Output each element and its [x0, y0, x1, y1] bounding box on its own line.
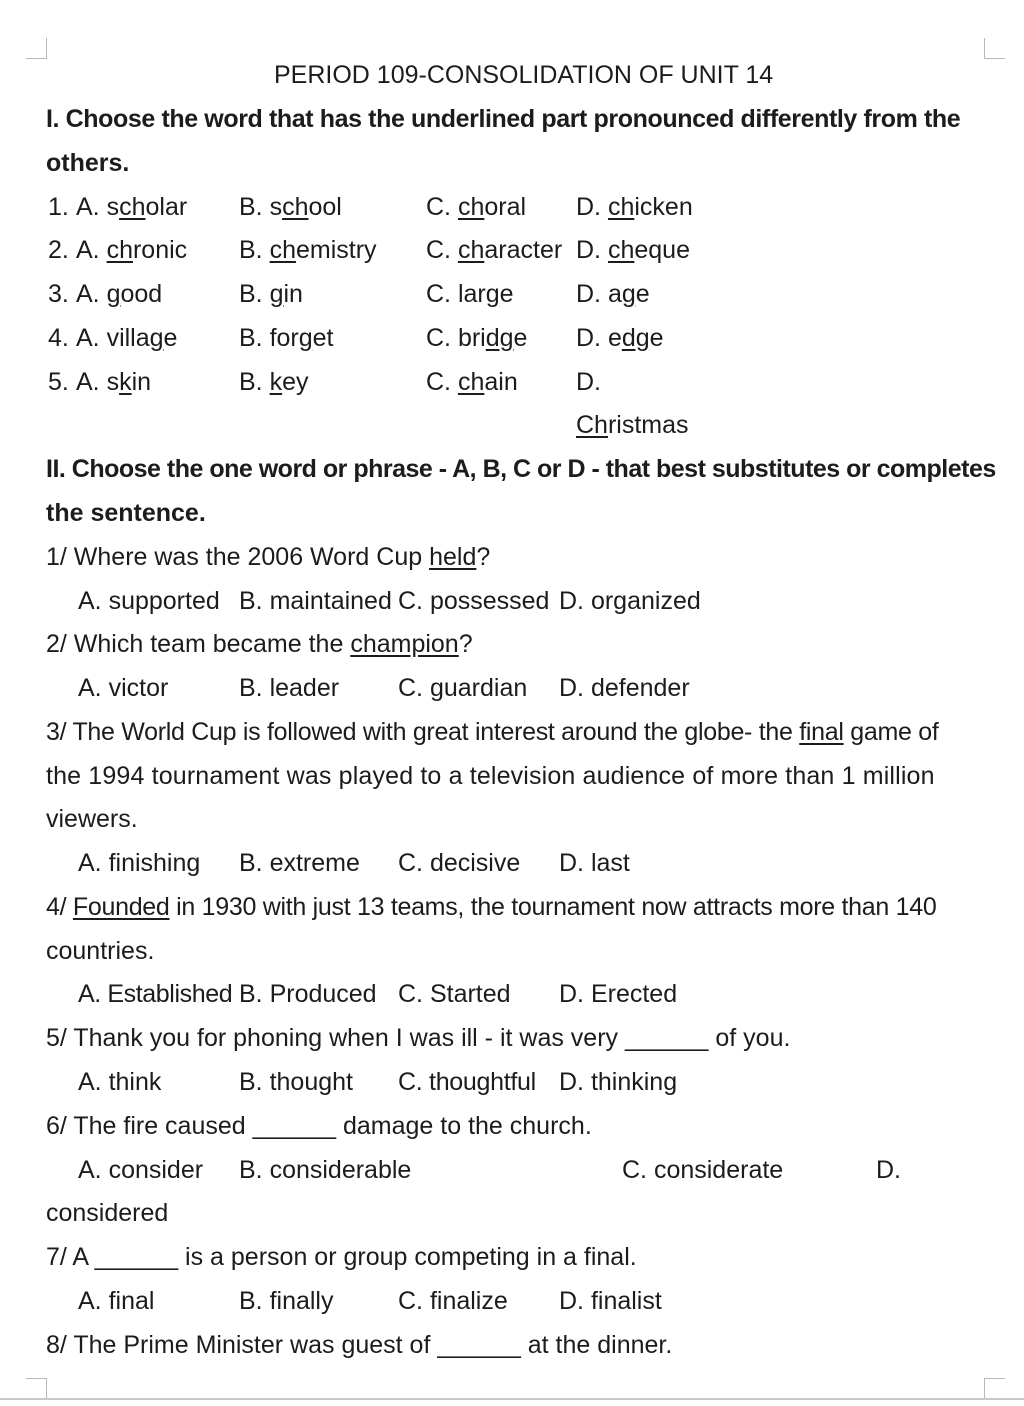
- question-3: [46, 717, 938, 747]
- word-part: ey: [282, 368, 309, 396]
- row3-option-a: [76, 279, 162, 309]
- word-part: e: [163, 324, 178, 352]
- word-part: B. for: [239, 324, 299, 352]
- row5-option-d-cont: [576, 410, 689, 440]
- word-part: B.: [239, 236, 270, 264]
- underlined-part: g: [621, 280, 636, 308]
- q-text: 3/ The World Cup is followed with great interest around the globe- the: [46, 718, 800, 746]
- row3-option-c: [426, 279, 514, 309]
- corner-mark-bottom-left: [26, 1378, 47, 1399]
- word-part: B.: [239, 280, 270, 308]
- q5-option-d: D. thinking: [559, 1068, 678, 1096]
- q1-option-d: D. organized: [559, 587, 701, 615]
- section1-heading: I. Choose the word that has the underlined part pronounced differently from the: [46, 105, 961, 133]
- word-part: in: [283, 280, 303, 308]
- underlined-part: ch: [457, 193, 485, 221]
- question-3-line3: viewers.: [46, 805, 138, 833]
- item-number: 2.: [48, 236, 69, 264]
- word-part: olar: [145, 193, 188, 221]
- underlined-part: dg: [621, 324, 650, 352]
- q-text-end: of you.: [708, 1024, 791, 1052]
- underlined-part: ch: [457, 368, 485, 396]
- underlined-part: g: [269, 280, 284, 308]
- word-part: et: [312, 324, 334, 352]
- question-2: [46, 629, 473, 659]
- row5-option-a: [76, 367, 151, 397]
- underlined-part: ch: [269, 236, 296, 264]
- answer-blank: ______: [624, 1024, 709, 1052]
- answer-blank: ______: [252, 1112, 337, 1140]
- q4-option-c: C. Started: [398, 980, 511, 1008]
- q-text-end: ?: [458, 630, 473, 658]
- word-part: A.: [76, 280, 107, 308]
- q7-option-d: D. finalist: [559, 1287, 662, 1315]
- q7-option-a: A. final: [78, 1287, 155, 1315]
- word-part: e: [649, 324, 664, 352]
- page-title: PERIOD 109-CONSOLIDATION OF UNIT 14: [274, 61, 774, 89]
- section2-heading: II. Choose the one word or phrase - A, B, C or D - that best substitutes or completes: [46, 455, 996, 483]
- question-3-line2: the 1994 tournament was played to a television audience of more than 1 million: [46, 762, 935, 790]
- q-text-end: ?: [476, 543, 491, 571]
- q6-option-a: A. consider: [78, 1156, 204, 1184]
- word-part: ood: [120, 280, 163, 308]
- q-text: 7/ A: [46, 1243, 95, 1271]
- word-part: A. s: [76, 368, 120, 396]
- row4-option-b: [239, 323, 334, 353]
- word-part: ool: [308, 193, 342, 221]
- item-number: 3.: [48, 280, 69, 308]
- question-7: [46, 1242, 637, 1272]
- q1-option-b: B. maintained: [239, 587, 392, 615]
- underlined-part: dg: [485, 324, 514, 352]
- underlined-part: g: [106, 280, 121, 308]
- q-text-end: is a person or group competing in a final.: [178, 1243, 637, 1271]
- underlined-part: g: [298, 324, 313, 352]
- word-part: D.: [576, 236, 608, 264]
- word-part: ronic: [132, 236, 188, 264]
- q4-option-b: B. Produced: [239, 980, 377, 1008]
- row4-option-d: [576, 323, 664, 353]
- word-part: B. s: [239, 193, 283, 221]
- row2-option-b: [239, 235, 377, 265]
- underlined-part: k: [269, 368, 283, 396]
- word-part: D. a: [576, 280, 622, 308]
- row1-option-a: [76, 192, 187, 222]
- word-part: D.: [576, 193, 608, 221]
- word-part: C. lar: [426, 280, 486, 308]
- row2-option-c: [426, 235, 562, 265]
- row1-option-b: [239, 192, 342, 222]
- underlined-part: ch: [607, 193, 635, 221]
- q1-option-a: A. supported: [78, 587, 220, 615]
- section1-heading-cont: others.: [46, 149, 130, 177]
- q3-option-a: A. finishing: [78, 849, 201, 877]
- word-part: D. e: [576, 324, 622, 352]
- underlined-part: g: [485, 280, 500, 308]
- word-part: C.: [426, 368, 458, 396]
- underlined-part: ch: [119, 193, 146, 221]
- q5-option-b: B. thought: [239, 1068, 353, 1096]
- q2-option-a: A. victor: [78, 674, 169, 702]
- word-part: oral: [484, 193, 527, 221]
- q-text: 6/ The fire caused: [46, 1112, 253, 1140]
- q3-option-d: D. last: [559, 849, 630, 877]
- word-part: e: [513, 324, 528, 352]
- q-keyword: final: [799, 718, 844, 746]
- q4-option-d: D. Erected: [559, 980, 678, 1008]
- word-part: e: [499, 280, 514, 308]
- q-text-end: damage to the church.: [336, 1112, 592, 1140]
- q7-option-c: C. finalize: [398, 1287, 508, 1315]
- corner-mark-top-right: [984, 38, 1005, 59]
- q-text-end: in 1930 with just 13 teams, the tournament now attracts more than 140: [169, 893, 937, 921]
- row2-option-d: [576, 235, 690, 265]
- q-keyword: champion: [350, 630, 459, 658]
- word-part: A.: [76, 236, 107, 264]
- word-part: C.: [426, 193, 458, 221]
- row3-option-b: [239, 279, 303, 309]
- word-part: in: [131, 368, 152, 396]
- q2-option-b: B. leader: [239, 674, 340, 702]
- item-number: 1.: [48, 193, 69, 221]
- q-text-end: game of: [843, 718, 939, 746]
- word-part: A. s: [76, 193, 120, 221]
- word-part: icken: [634, 193, 693, 221]
- word-part: C.: [426, 236, 458, 264]
- q2-option-c: C. guardian: [398, 674, 528, 702]
- question-5: [46, 1023, 790, 1053]
- word-part: B.: [239, 368, 270, 396]
- word-part: D.: [576, 368, 601, 396]
- q-keyword: held: [429, 543, 477, 571]
- word-part: A. villa: [76, 324, 150, 352]
- word-part: emistry: [295, 236, 377, 264]
- q-text: 2/ Which team became the: [46, 630, 351, 658]
- q-text: 8/ The Prime Minister was guest of: [46, 1331, 438, 1359]
- q6-option-b: B. considerable: [239, 1156, 412, 1184]
- row3-option-d: [576, 279, 650, 309]
- word-part: aracter: [484, 236, 563, 264]
- row5-option-c: [426, 367, 518, 397]
- question-8: [46, 1330, 672, 1360]
- q-text-end: at the dinner.: [520, 1331, 673, 1359]
- question-4-line2: countries.: [46, 937, 155, 965]
- q3-option-c: C. decisive: [398, 849, 521, 877]
- q6-option-c: C. considerate: [622, 1156, 784, 1184]
- underlined-part: ch: [457, 236, 485, 264]
- row1-option-c: [426, 192, 526, 222]
- page-bottom-edge: [0, 1398, 1024, 1400]
- underlined-part: ch: [607, 236, 635, 264]
- question-4: [46, 892, 936, 922]
- q-keyword: Founded: [72, 893, 170, 921]
- corner-mark-bottom-right: [984, 1378, 1005, 1399]
- question-6: [46, 1111, 592, 1141]
- q5-option-c: C. thoughtful: [398, 1068, 536, 1096]
- row4-option-c: [426, 323, 527, 353]
- question-1: [46, 542, 490, 572]
- q3-option-b: B. extreme: [239, 849, 360, 877]
- q7-option-b: B. finally: [239, 1287, 334, 1315]
- answer-blank: ______: [94, 1243, 179, 1271]
- row1-option-d: [576, 192, 693, 222]
- q-text: 4/: [46, 893, 73, 921]
- item-number: 4.: [48, 324, 69, 352]
- underlined-part: ch: [106, 236, 133, 264]
- underlined-part: k: [119, 368, 132, 396]
- word-rest: ristmas: [607, 411, 689, 439]
- q5-option-a: A. think: [78, 1068, 162, 1096]
- row5-option-b: [239, 367, 308, 397]
- section2-heading-cont: the sentence.: [46, 499, 206, 527]
- q4-option-a: A. Established: [78, 980, 233, 1008]
- q-text: 1/ Where was the 2006 Word Cup: [46, 543, 430, 571]
- q1-option-c: C. possessed: [398, 587, 550, 615]
- q6-option-d-cont: considered: [46, 1199, 169, 1227]
- word-part: C. bri: [426, 324, 486, 352]
- underlined-part: ch: [282, 193, 309, 221]
- row2-option-a: [76, 235, 187, 265]
- q-text: 5/ Thank you for phoning when I was ill - it was very: [46, 1024, 625, 1052]
- q2-option-d: D. defender: [559, 674, 690, 702]
- underlined-part: Ch: [576, 411, 608, 439]
- q6-option-d: D.: [876, 1156, 901, 1184]
- word-part: ain: [484, 368, 518, 396]
- word-part: eque: [634, 236, 690, 264]
- underlined-part: g: [149, 324, 164, 352]
- row4-option-a: [76, 323, 177, 353]
- word-part: e: [635, 280, 650, 308]
- item-number: 5.: [48, 368, 69, 396]
- answer-blank: ______: [437, 1331, 521, 1359]
- row5-option-d: [576, 367, 601, 397]
- corner-mark-top-left: [26, 38, 47, 59]
